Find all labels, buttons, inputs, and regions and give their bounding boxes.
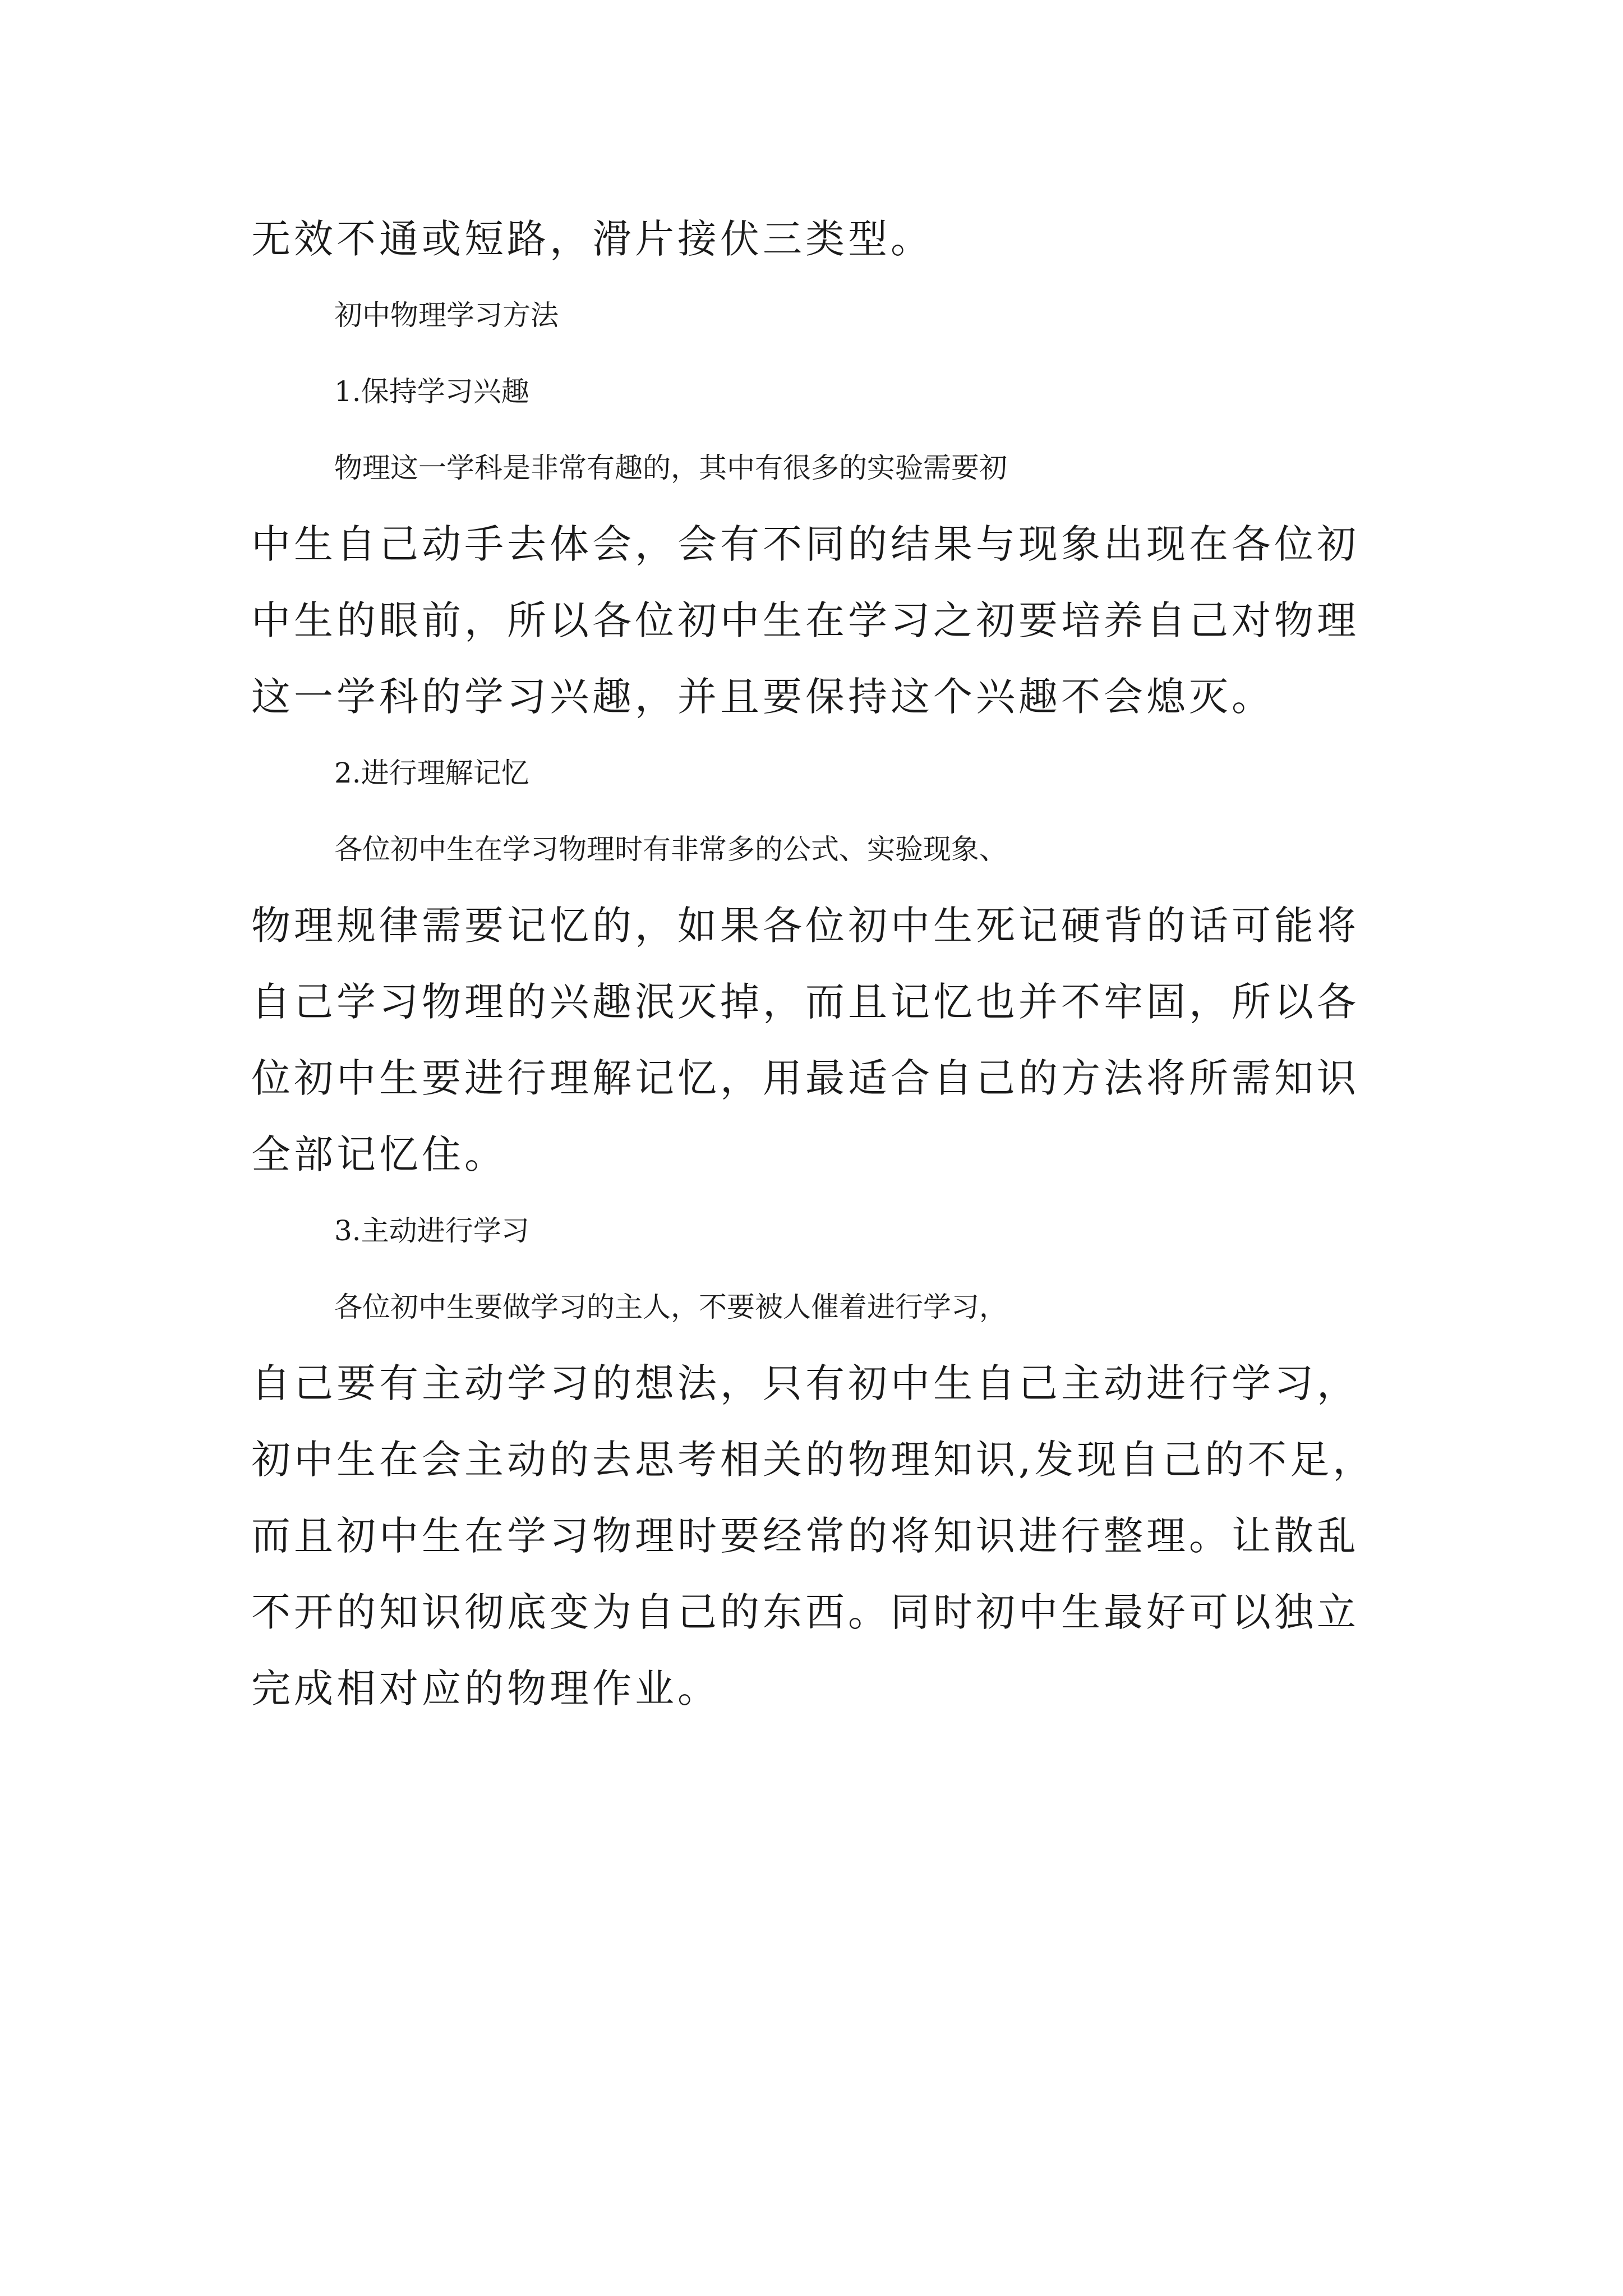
heading-2: 2.进行理解记忆 (334, 757, 529, 789)
text-line: 而且初中生在学习物理时要经常的将知识进行整理。让散乱 (251, 1513, 1359, 1559)
text-line: 位初中生要进行理解记忆，用最适合自己的方法将所需知识 (251, 1055, 1359, 1101)
text-line: 这一学科的学习兴趣，并且要保持这个兴趣不会熄灭。 (251, 674, 1274, 720)
heading-1: 1.保持学习兴趣 (334, 375, 529, 408)
text-line: 无效不通或短路，滑片接伏三类型。 (251, 216, 933, 262)
document-body (251, 201, 1395, 1727)
text-line: 初中生在会主动的去思考相关的物理知识,发现自己的不足， (251, 1437, 1376, 1483)
text-line: 全部记忆住。 (251, 1131, 507, 1177)
heading-3: 3.主动进行学习 (334, 1214, 529, 1247)
text-line: 各位初中生在学习物理时有非常多的公式、实验现象、 (334, 833, 1007, 866)
text-line: 物理这一学科是非常有趣的，其中有很多的实验需要初 (334, 452, 1007, 484)
text-line: 自己要有主动学习的想法，只有初中生自己主动进行学习， (251, 1360, 1359, 1406)
text-line: 不开的知识彻底变为自己的东西。同时初中生最好可以独立 (251, 1589, 1359, 1635)
text-line: 自己学习物理的兴趣泯灭掉，而且记忆也并不牢固，所以各 (251, 979, 1359, 1025)
text-line: 完成相对应的物理作业。 (251, 1665, 720, 1711)
text-line: 中生的眼前，所以各位初中生在学习之初要培养自己对物理 (251, 597, 1359, 643)
text-line: 中生自己动手去体会，会有不同的结果与现象出现在各位初 (251, 521, 1359, 567)
text-line: 物理规律需要记忆的，如果各位初中生死记硬背的话可能将 (251, 903, 1359, 949)
section-title: 初中物理学习方法 (334, 299, 559, 332)
text-line: 各位初中生要做学习的主人，不要被人催着进行学习， (334, 1291, 1007, 1323)
